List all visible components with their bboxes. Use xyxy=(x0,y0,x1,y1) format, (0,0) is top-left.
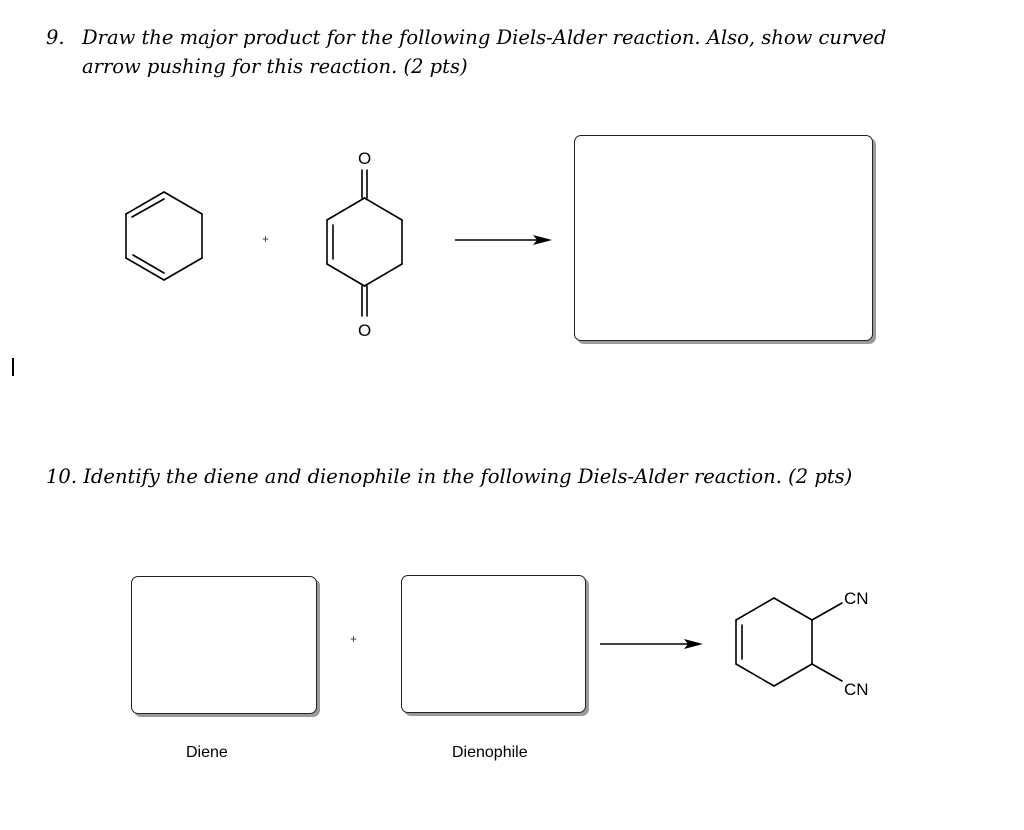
bond xyxy=(774,598,812,620)
nitrile-bond xyxy=(812,664,842,681)
nitrile-bond xyxy=(812,603,842,620)
diene-answer-box[interactable] xyxy=(131,576,317,714)
dienophile-answer-box[interactable] xyxy=(401,575,586,713)
bond xyxy=(365,198,403,220)
bond xyxy=(164,258,202,280)
question-9-prompt xyxy=(46,23,946,81)
bond xyxy=(736,664,774,686)
bond xyxy=(365,264,403,286)
text-cursor xyxy=(12,358,14,376)
plus-sign-9: + xyxy=(262,232,270,246)
reaction-arrow-10 xyxy=(600,637,706,651)
question-9-number: 9. xyxy=(46,26,65,49)
bond xyxy=(164,192,202,214)
oxygen-label-top: O xyxy=(358,149,372,168)
product-answer-box[interactable] xyxy=(574,135,873,341)
cyano-label-top: CN xyxy=(844,589,869,608)
bond xyxy=(736,598,774,620)
plus-sign-10: + xyxy=(350,632,358,646)
cyclohexadiene-structure xyxy=(120,188,210,284)
question-10-prompt xyxy=(46,462,946,491)
bond xyxy=(327,264,365,286)
question-10-text: Identify the diene and dienophile in the following Diels-Alder reaction. (2 pts) xyxy=(83,465,853,488)
diene-label: Diene xyxy=(186,744,228,761)
cyano-label-bottom: CN xyxy=(844,680,869,699)
question-10-number: 10. xyxy=(46,465,78,488)
cyclohexenedione-structure xyxy=(320,168,410,318)
reaction-arrow-9 xyxy=(455,233,555,247)
oxygen-label-bottom: O xyxy=(358,321,372,340)
bond xyxy=(327,198,365,220)
bond xyxy=(774,664,812,686)
dicarbonitrile-product-structure xyxy=(728,594,848,694)
dienophile-label: Dienophile xyxy=(452,744,528,761)
question-9-text: Draw the major product for the following Diels-Alder reaction. Also, show curved arrow pushing for this reaction. (2 pts) xyxy=(82,26,887,78)
